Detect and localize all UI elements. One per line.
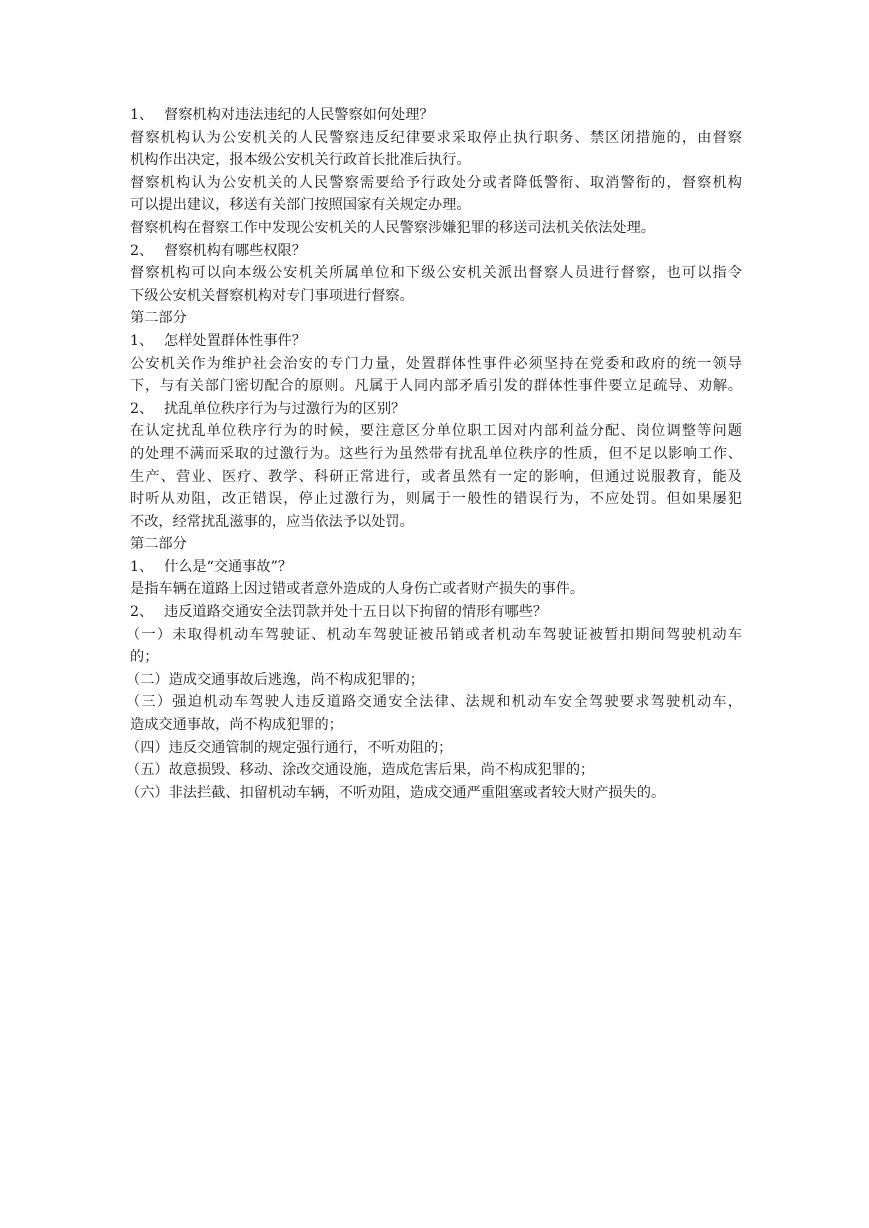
answer-line: 在认定扰乱单位秩序行为的时候，要注意区分单位职工因对内部利益分配、岗位调整等问题 — [130, 423, 742, 440]
answer-line: 的处理不满而采取的过激行为。这些行为虽然带有扰乱单位秩序的性质，但不足以影响工作、 — [130, 445, 742, 462]
answer-line: 督察机构认为公安机关的人民警察需要给予行政处分或者降低警衔、取消警衔的，督察机构 — [130, 174, 742, 191]
question-heading — [130, 398, 742, 421]
document-body — [126, 104, 742, 804]
section-heading: 第二部分 — [130, 310, 187, 327]
question-number: 1、 — [130, 332, 154, 349]
question-text: 怎样处置群体性事件？ — [164, 332, 306, 349]
list-item: （一）未取得机动车驾驶证、机动车驾驶证被吊销或者机动车驾驶证被暂扣期间驾驶机动车 — [126, 626, 742, 643]
answer-line: 督察机构在督察工作中发现公安机关的人民警察涉嫌犯罪的移送司法机关依法处理。 — [130, 219, 655, 236]
list-item: （五）故意损毁、移动、涂改交通设施，造成危害后果，尚不构成犯罪的； — [126, 762, 595, 779]
section-heading: 第二部分 — [130, 536, 187, 553]
question-number: 1、 — [130, 107, 154, 123]
question-heading — [130, 104, 742, 127]
answer-line: 公安机关作为维护社会治安的专门力量，处置群体性事件必须坚持在党委和政府的统一领导 — [130, 355, 742, 372]
question-text: 什么是“交通事故”？ — [164, 558, 293, 575]
answer-line: 机构作出决定，报本级公安机关行政首长批准后执行。 — [130, 152, 471, 169]
answer-line: 时听从劝阻，改正错误，停止过激行为，则属于一般性的错误行为，不应处罚。但如果屡犯 — [130, 491, 742, 508]
list-item: （三）强迫机动车驾驶人违反道路交通安全法律、法规和机动车安全驾驶要求驾驶机动车， — [126, 694, 742, 711]
question-heading — [130, 601, 742, 624]
answer-line: 不改，经常扰乱滋事的，应当依法予以处罚。 — [130, 513, 414, 530]
question-text: 违反道路交通安全法罚款并处十五日以下拘留的情形有哪些？ — [164, 604, 548, 621]
list-item-continuation: 造成交通事故，尚不构成犯罪的； — [130, 717, 343, 734]
question-text: 督察机构有哪些权限？ — [164, 242, 306, 259]
question-number: 2、 — [130, 604, 154, 621]
question-text: 督察机构对违法违纪的人民警察如何处理？ — [164, 107, 434, 123]
list-item: （四）违反交通管制的规定强行通行，不听劝阻的； — [126, 739, 453, 756]
question-heading — [130, 556, 742, 579]
question-number: 1、 — [130, 558, 154, 575]
list-item: （六）非法拦截、扣留机动车辆，不听劝阻，造成交通严重阻塞或者较大财产损失的。 — [126, 784, 666, 801]
answer-line: 下，与有关部门密切配合的原则。凡属于人同内部矛盾引发的群体性事件要立足疏导、劝解。 — [130, 378, 742, 395]
answer-line: 督察机构可以向本级公安机关所属单位和下级公安机关派出督察人员进行督察，也可以指令 — [130, 265, 742, 282]
answer-line: 可以提出建议，移送有关部门按照国家有关规定办理。 — [130, 197, 471, 214]
question-text: 扰乱单位秩序行为与过激行为的区别？ — [164, 400, 406, 417]
answer-line: 生产、营业、医疗、教学、科研正常进行，或者虽然有一定的影响，但通过说服教育，能及 — [130, 468, 742, 485]
answer-line: 督察机构认为公安机关的人民警察违反纪律要求采取停止执行职务、禁区闭措施的，由督察 — [130, 129, 742, 146]
question-heading — [130, 240, 742, 263]
answer-line: 是指车辆在道路上因过错或者意外造成的人身伤亡或者财产损失的事件。 — [130, 581, 585, 598]
answer-line: 下级公安机关督察机构对专门事项进行督察。 — [130, 287, 414, 304]
list-item-continuation: 的； — [130, 649, 159, 666]
question-heading — [130, 330, 742, 353]
question-number: 2、 — [130, 242, 154, 259]
list-item: （二）造成交通事故后逃逸，尚不构成犯罪的； — [126, 671, 424, 688]
question-number: 2、 — [130, 400, 154, 417]
